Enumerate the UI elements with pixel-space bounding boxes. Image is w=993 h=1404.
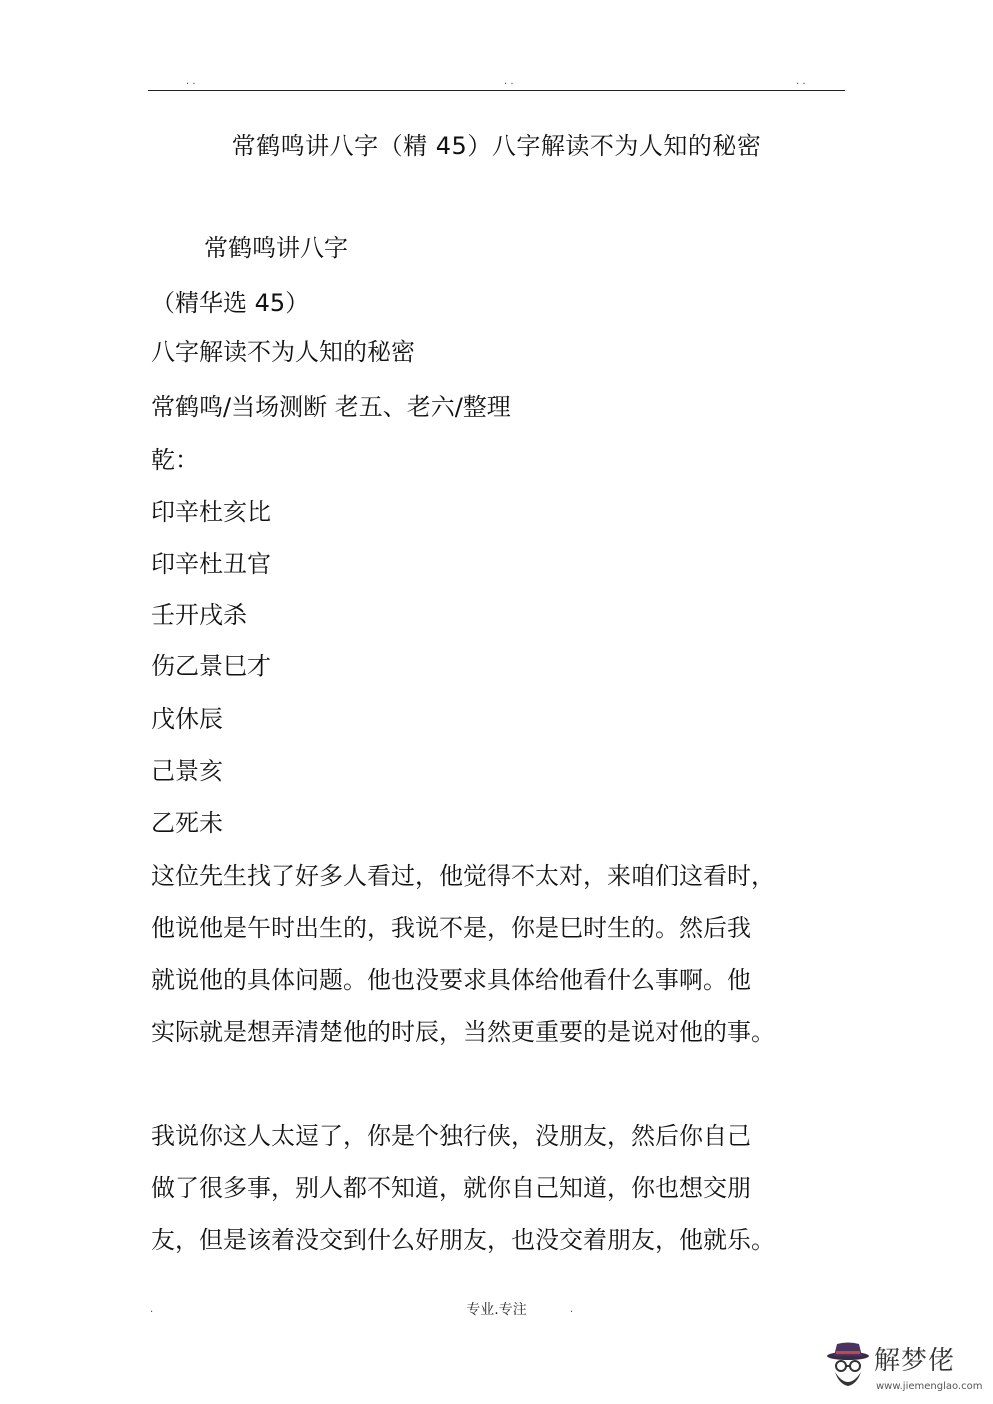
watermark-url: www.jiemenglao.com bbox=[876, 1381, 983, 1392]
paragraph-line: 我说你这人太逗了，你是个独行侠，没朋友，然后你自己 bbox=[151, 1122, 751, 1150]
author-line: 常鹤鸣/当场测断 老五、老六/整理 bbox=[151, 393, 511, 421]
chart-row: 壬开戌杀 bbox=[151, 601, 247, 629]
chart-row: 伤乙景巳才 bbox=[151, 652, 271, 680]
series-line: （精华选 45） bbox=[151, 289, 310, 317]
footer-dot-right: . bbox=[570, 1304, 574, 1315]
subtitle-line: 常鹤鸣讲八字 bbox=[204, 234, 348, 262]
paragraph-line: 这位先生找了好多人看过，他觉得不太对，来咱们这看时， bbox=[151, 862, 775, 890]
footer-dot-left: . bbox=[150, 1304, 154, 1315]
watermark bbox=[822, 1340, 992, 1400]
paragraph-line: 友，但是该着没交到什么好朋友，也没交着朋友，他就乐。 bbox=[151, 1226, 775, 1254]
paragraph-line: 他说他是午时出生的，我说不是，你是巳时生的。然后我 bbox=[151, 914, 751, 942]
paragraph-line: 实际就是想弄清楚他的时辰，当然更重要的是说对他的事。 bbox=[151, 1018, 775, 1046]
watermark-name: 解梦佬 bbox=[874, 1346, 956, 1376]
header-dot-center: . . bbox=[504, 76, 514, 87]
header-dot-right: . . bbox=[796, 76, 806, 87]
chart-row: 印辛杜丑官 bbox=[151, 550, 271, 578]
paragraph-line: 就说他的具体问题。他也没要求具体给他看什么事啊。他 bbox=[151, 966, 751, 994]
header-dot-left: . . bbox=[186, 76, 196, 87]
detective-hat-icon bbox=[826, 1342, 870, 1402]
chart-row: 戊休辰 bbox=[151, 705, 223, 733]
header-rule bbox=[148, 90, 845, 91]
document-title: 常鹤鸣讲八字（精 45）八字解读不为人知的秘密 bbox=[231, 132, 762, 160]
chart-row: 印辛杜亥比 bbox=[151, 498, 271, 526]
footer-text: 专业.专注 bbox=[466, 1302, 527, 1318]
header-dots bbox=[150, 76, 843, 88]
paragraph-line: 做了很多事，别人都不知道，就你自己知道，你也想交朋 bbox=[151, 1174, 751, 1202]
heading-line: 八字解读不为人知的秘密 bbox=[151, 338, 415, 366]
chart-label: 乾： bbox=[151, 446, 199, 474]
chart-row: 乙死未 bbox=[151, 809, 223, 837]
chart-row: 己景亥 bbox=[151, 757, 223, 785]
